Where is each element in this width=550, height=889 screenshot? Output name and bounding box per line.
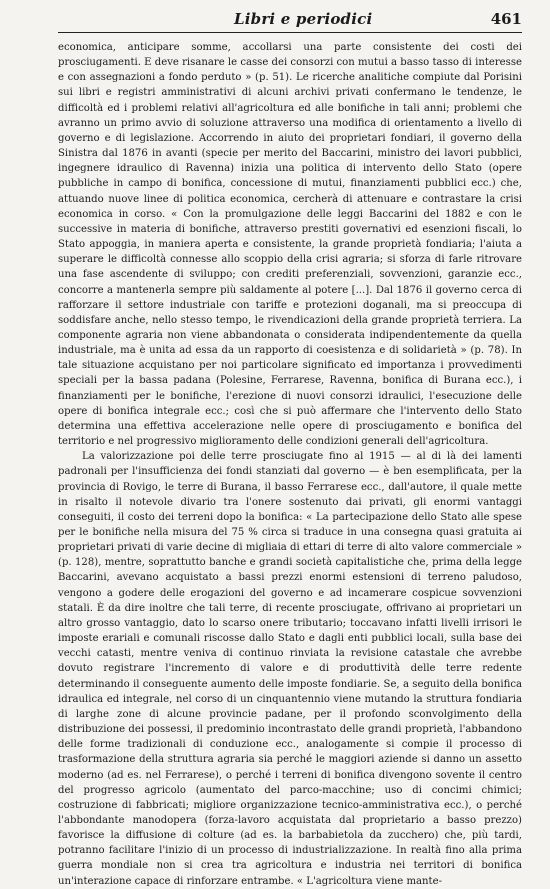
page-number: 461	[490, 10, 522, 28]
body-paragraph: La valorizzazione poi delle terre prosciugate fino al 1915 — al di là dei lamenti padronali per l'insufficienza dei fondi stanziati dal governo — è ben esemplificata, per la provincia di Rovigo, le terre di Burana, il basso Ferrarese ecc., dall'autore, il quale mette in risalto il notevole divario tra l'onere sostenuto dai privati, gli enormi vantaggi conseguiti, il costo dei terreni dopo la bonifica: « La partecipazione dello Stato alle spese per le bonifiche nella misura del 75 % circa si traduce in una consegna quasi gratuita ai proprietari privati di varie decine di migliaia di ettari di terre di alto valore commerciale » (p. 128), mentre, soprattutto banche e grandi società capitalistiche che, prima della legge Baccarini, avevano acquistato a bassi prezzi enormi estensioni di terreno paludoso, vengono a godere delle erogazioni del governo e ad incamerare cospicue sovvenzioni statali. È da dire inoltre che tali terre, di recente prosciugate, offrivano ai proprietari un altro grosso vantaggio, dato lo scarso onere tributario; toccavano infatti livelli irrisori le imposte erariali e comunali riscosse dallo Stato e dagli enti pubblici locali, sulla base dei vecchi catasti, mentre veniva di continuo rinviata la revisione catastale che avrebbe dovuto registrare l'incremento di valore e di produttività delle terre redente determinando il conseguente aumento delle imposte fondiarie. Se, a seguito della bonifica idraulica ed integrale, nel corso di un cinquantennio viene mutando la struttura fondiaria di larghe zone di alcune provincie padane, per il profondo sconvolgimento della distribuzione dei possessi, il predominio incontrastato delle grandi proprietà, l'abbandono delle forme tradizionali di conduzione ecc., analogamente si compie il processo di trasformazione della struttura agraria sia perché le maggiori aziende si danno un assetto moderno (ad es. nel Ferrarese), o perché i terreni di bonifica divengono sovente il centro del progresso agricolo (aumentato del parco-macchine; uso di concimi chimici; costruzione di fabbricati; migliore organizzazione tecnico-amministrativa ecc.), o perché l'abbondante manodopera (forza-lavoro acquistata dal proprietario a basso prezzo) favorisce la diffusione di colture (ad es. la barbabietola da zucchero) che, più tardi, potranno facilitare l'inizio di un processo di industrializzazione. In realtà fino alla prima guerra mondiale non si crea tra agricoltura e industria nei territori di bonifica un'interazione capace di rinforzare entrambe. « L'agricoltura viene mante-	[58, 451, 522, 887]
page-body	[58, 40, 522, 889]
page-header	[58, 8, 522, 33]
body-paragraph: economica, anticipare somme, accollarsi una parte consistente dei costi dei prosciugamenti. E deve risanare le casse dei consorzi con mutui a basso tasso di interesse e con assegnazioni a fondo perduto » (p. 51). Le ricerche analitiche compiute dal Porisini sui libri e registri amministrativi di alcuni archivi privati confermano le tendenze, le difficoltà ed i problemi relativi all'agricoltura ed alle bonifiche in tali anni; problemi che avranno un primo avvio di soluzione attraverso una modifica di orientamento a livello di governo e di legislazione. Accorrendo in aiuto dei proprietari fondiari, il governo della Sinistra dal 1876 in avanti (specie per merito del Baccarini, ministro dei lavori pubblici, ingegnere idraulico di Ravenna) inizia una politica di intervento dello Stato (opere pubbliche in campo di bonifica, concessione di mutui, finanziamenti pubblici ecc.) che, attuando nuove linee di politica economica, cercherà di attenuare e contrastare la crisi economica in corso. « Con la promulgazione delle leggi Baccarini del 1882 e con le successive in materia di bonifiche, attraverso prestiti governativi ed esenzioni fiscali, lo Stato appoggia, in maniera aperta e consistente, la grande proprietà fondiaria; l'aiuta a superare le difficoltà connesse allo scoppio della crisi agraria; si sforza di farle ritrovare una fase ascendente di sviluppo; con crediti preferenziali, sovvenzioni, garanzie ecc., concorre a mantenerla sempre più saldamente al potere [...]. Dal 1876 il governo cerca di rafforzare il settore industriale con tariffe e protezioni doganali, ma si preoccupa di soddisfare anche, nello stesso tempo, le rivendicazioni della grande proprietà terriera. La componente agraria non viene abbandonata o considerata indipendentemente da quella industriale, ma è unita ad essa da un rapporto di coesistenza e di solidarietà » (p. 78). In tale situazione acquistano per noi particolare significato ed importanza i provvedimenti speciali per la bassa padana (Polesine, Ferrarese, Ravenna, bonifica di Burana ecc.), i finanziamenti per le bonifiche, l'erezione di nuovi consorzi idraulici, l'esecuzione delle opere di bonifica integrale ecc.; così che si può affermare che l'intervento dello Stato determina una effettiva accelerazione nelle opere di prosciugamento e bonifica del territorio e nel progressivo miglioramento delle condizioni generali dell'agricoltura.	[58, 42, 522, 448]
running-title: Libri e periodici	[234, 10, 373, 28]
